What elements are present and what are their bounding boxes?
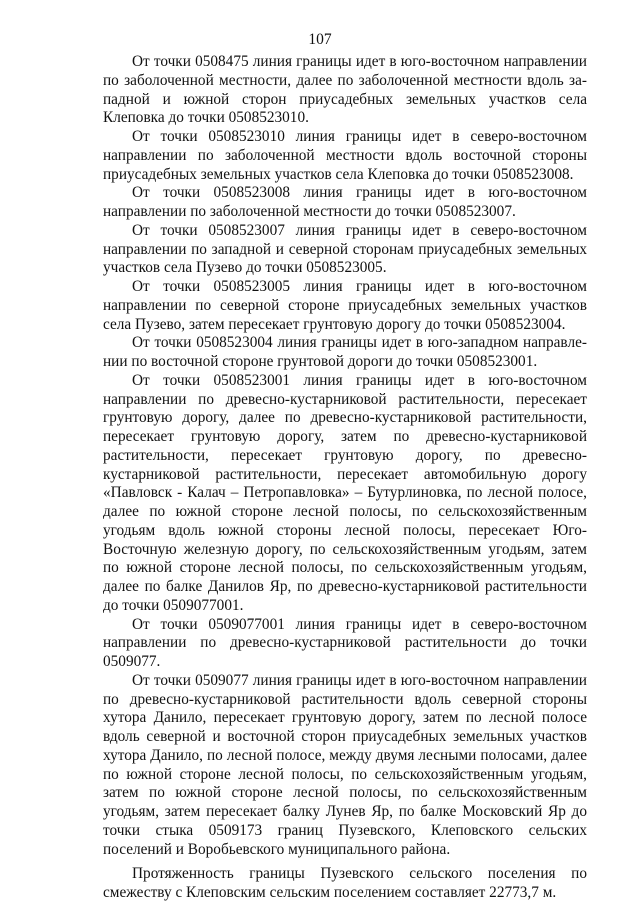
paragraph-boundary-segment: От точки 0508523010 линия границы идет в северо-восточном направлении по заболоченной местности вдоль восточной стороны приусадебных земельных участков села Клеповка до точки 0508523008.	[103, 128, 587, 183]
paragraph-boundary-segment: От точки 0508523001 линия границы идет в юго-восточном направлении по древесно-кустарниковой растительности, пересекает грунтовую дорогу, далее по древесно-кустарниковой растительности, пересекает грунтовую дорогу, затем по древесно-кустарниковой растительности, пересекает грунтовую дорогу, по древесно-кустарниковой растительности, пересекает автомобильную дорогу «Павловск - Калач – Петропавловка» – Бутурлиновка, по лесной полосе, далее по южной стороне лесной полосы, по сельскохозяйственным угодьям вдоль южной стороны лесной полосы, пересекает Юго-Восточную железную дорогу, по сельскохозяйственным угодьям, затем по южной стороне лесной полосы, по сельскохозяйственным угодьям, далее по балке Данилов Яр, по древесно-кустарниковой растительности до точки 0509077001.	[103, 371, 587, 614]
paragraph-boundary-segment: От точки 0508523007 линия границы идет в северо-восточном направлении по западной и северной сторонам приусадебных земельных участков села Пузево до точки 0508523005.	[103, 221, 587, 277]
paragraph-boundary-segment: От точки 0508523005 линия границы идет в юго-восточном направлении по северной стороне приусадебных земельных участков села Пузево, затем пересекает грунтовую дорогу до точки 0508523004.	[103, 278, 587, 333]
paragraph-boundary-segment: От точки 0508523008 линия границы идет в юго-восточном направлении по заболоченной местности до точки 0508523007.	[103, 184, 587, 220]
paragraph-boundary-segment: От точки 0508475 линия границы идет в юго-восточном направлении по заболоченной местности, далее по заболоченной местности вдоль западной и южной сторон приусадебных земельных участков села Клеповка до точки 0508523010.	[103, 53, 587, 127]
paragraph-boundary-segment: От точки 0509077 линия границы идет в юго-восточном направлении по древесно-кустарниковой растительности вдоль северной стороны хутора Данило, пересекает грунтовую дорогу, затем по лесной полосе вдоль северной и восточной сторон приусадебных земельных участков хутора Данило, по лесной полосе, между двумя лесными полосами, далее по южной стороне лесной полосы, по сельскохозяйственным угодьям, затем по южной стороне лесной полосы, по сельскохозяйственным угодьям, затем пересекает балку Лунев Яр, по балке Московский Яр до точки стыка 0509173 границ Пузевского, Клеповского сельских поселений и Воробьевского муниципального района.	[103, 671, 587, 858]
paragraph-boundary-segment: От точки 0508523004 линия границы идет в юго-западном направлении по восточной стороне грунтовой дороги до точки 0508523001.	[103, 334, 587, 370]
paragraph-boundary-length: Протяженность границы Пузевского сельского поселения по смежеству с Клеповским сельским поселением составляет 22773,7 м.	[103, 865, 587, 901]
paragraph-boundary-segment: От точки 0509077001 линия границы идет в северо-восточном направлении по древесно-кустарниковой растительности до точки 0509077.	[103, 615, 587, 670]
page-number: 107	[308, 31, 332, 48]
document-body	[103, 53, 587, 903]
